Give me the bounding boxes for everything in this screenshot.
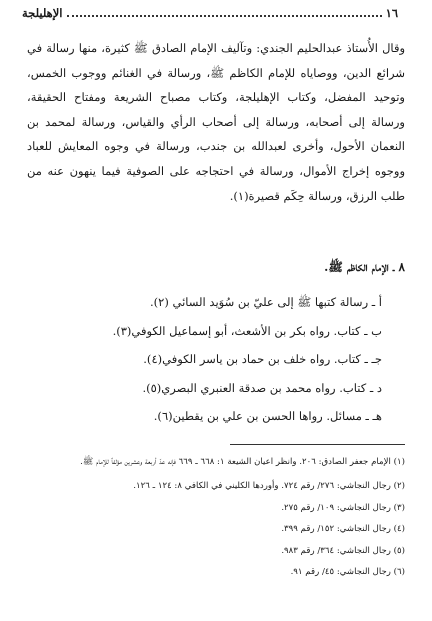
main-paragraph: وقال الأُستاذ عبدالحليم الجندي: وتآليف الإمام الصادق ﷺ كثيرة، منها رسالة في شرائع الدين، ووصاياه للإمام الكاظم ﷺ، ورسالة في الغنائم ووجوب الخمس، وتوحيد المفضل، وكتاب الإهليلجة، وكتاب مصباح الشريعة ومفتاح الحقيقة، ورسالة إلى أصحابه، ورسالة إلى أصحاب الرأي والقياس، ورسالة لمحمد بن النعمان الأحول، وأخرى لعبدالله بن جندب، ورسالة في وجوه المعايش للعباد ووجوه إخراج الأموال، ورسالة في احتجاجه على الصوفية فيما ينهون عنه من طلب الرزق، ورسالة حِكَم قصيرة(١). (27, 41, 405, 203)
list-item: د ـ كتاب. رواه محمد بن صدقة العنبري البصري(٥). (142, 380, 382, 395)
page-number: ١٦ (385, 6, 398, 20)
footnote: (١) الإمام جعفر الصادق: ٢٠٦. وانظر اعيان الشيعة ١: ٦٦٨ ـ ٦٦٩ فإنه عدّ أربعة وعشرين مؤلفاً للإمام ﷺ. (80, 457, 405, 467)
footnote: (٤) رجال النجاشي: ١٥٢/ رقم ٣٩٩. (281, 524, 405, 534)
main-text-block (27, 36, 405, 208)
list-item: جـ ـ كتاب. رواه خلف بن حماد بن ياسر الكوفي(٤). (143, 352, 382, 366)
footnote: (٥) رجال النجاشي: ٣٦٤/ رقم ٩٨٣. (281, 545, 405, 556)
footnote: (٦) رجال النجاشي: ٤٥/ رقم ٩١. (290, 567, 405, 577)
footnote: (٢) رجال النجاشي: ٢٧٦/ رقم ٧٢٤. وأوردها الكليني في الكافي ٨: ١٢٤ ـ ١٢٦. (133, 481, 405, 491)
list-item: أ ـ رسالة كتبها ﷺ إلى عليّ بن سُوَيد السائي (٢). (150, 295, 382, 309)
running-title: الإهليلجة (22, 6, 63, 20)
list-item: هـ ـ مسائل. رواها الحسن بن علي بن يقطين(٦). (153, 409, 382, 423)
header-dot-leader (67, 13, 382, 17)
section-heading: ٨ ـ الإمام الكاظم ﷺ. (324, 260, 405, 274)
running-header (22, 4, 398, 22)
works-list (27, 288, 382, 431)
list-item: ب ـ كتاب. رواه بكر بن الأشعث، أبو إسماعيل الكوفي(٣). (112, 323, 382, 338)
footnotes (27, 455, 405, 584)
footnote-divider (230, 444, 405, 445)
footnote: (٣) رجال النجاشي: ١٠٩/ رقم ٢٧٥. (281, 502, 405, 513)
